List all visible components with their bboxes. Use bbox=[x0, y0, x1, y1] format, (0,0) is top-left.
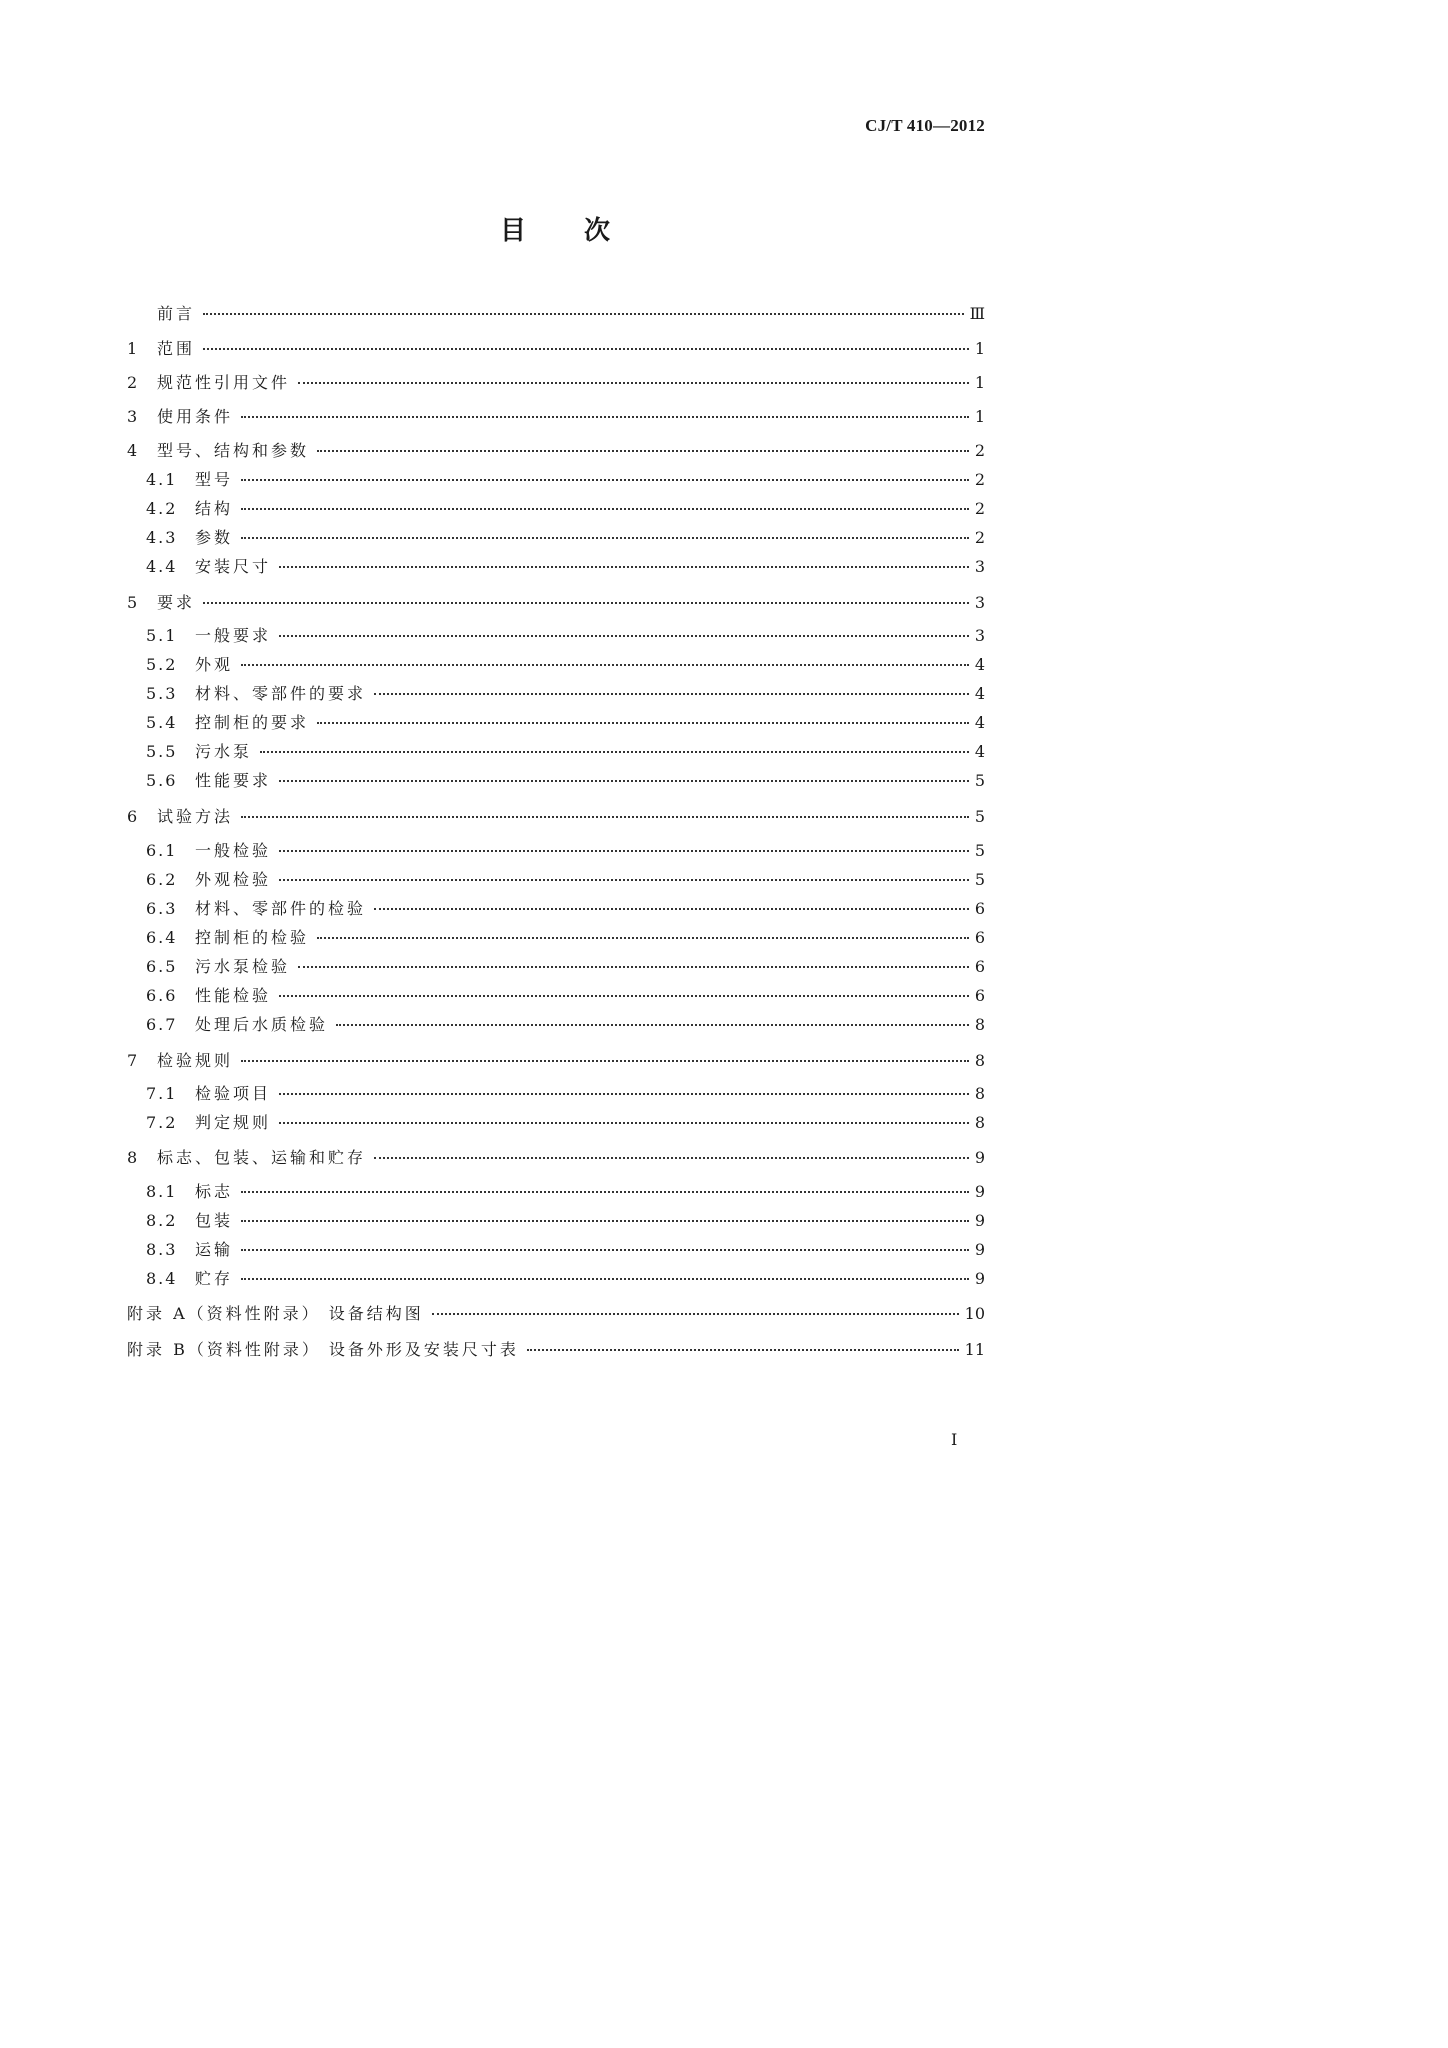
toc-entry-title: 使用条件 bbox=[157, 407, 234, 426]
toc-entry-number: 6.1 bbox=[146, 841, 178, 860]
toc-entry-page: 2 bbox=[974, 528, 985, 547]
toc-entry-title: 检验规则 bbox=[157, 1051, 234, 1070]
dot-leader bbox=[241, 1191, 969, 1193]
toc-entry-page: 10 bbox=[964, 1304, 985, 1323]
toc-entry[interactable] bbox=[127, 927, 985, 949]
toc-entry-title: 外观检验 bbox=[195, 870, 272, 889]
dot-leader bbox=[241, 816, 969, 818]
toc-entry-page: 4 bbox=[974, 655, 985, 674]
toc-entry-page: 2 bbox=[974, 499, 985, 518]
toc-entry-page: 5 bbox=[974, 771, 985, 790]
page-title bbox=[0, 210, 1110, 247]
toc-entry[interactable] bbox=[127, 338, 985, 360]
toc-entry-title: 材料、零部件的要求 bbox=[195, 684, 367, 703]
dot-leader bbox=[241, 664, 969, 666]
toc-entry-number: 6.7 bbox=[146, 1015, 178, 1034]
toc-entry-page: 3 bbox=[974, 557, 985, 576]
toc-entry[interactable] bbox=[127, 1339, 985, 1361]
toc-entry[interactable] bbox=[127, 469, 985, 491]
toc-entry[interactable] bbox=[127, 741, 985, 763]
dot-leader bbox=[260, 751, 969, 753]
toc-entry-title: 处理后水质检验 bbox=[195, 1015, 329, 1034]
toc-entry-page: 6 bbox=[974, 986, 985, 1005]
toc-entry-number: 8.3 bbox=[146, 1240, 178, 1259]
toc-entry-title: 判定规则 bbox=[195, 1113, 272, 1132]
toc-entry[interactable] bbox=[127, 592, 985, 614]
dot-leader bbox=[279, 1122, 969, 1124]
toc-entry[interactable] bbox=[127, 712, 985, 734]
toc-entry-title: 性能检验 bbox=[195, 986, 272, 1005]
toc-entry-number: 4 bbox=[127, 441, 140, 460]
dot-leader bbox=[203, 348, 969, 350]
toc-entry-page: 6 bbox=[974, 957, 985, 976]
toc-entry-number: 6.6 bbox=[146, 986, 178, 1005]
toc-entry-title: 一般要求 bbox=[195, 626, 272, 645]
toc-entry-number: 5.5 bbox=[146, 742, 178, 761]
dot-leader bbox=[527, 1349, 959, 1351]
toc-entry[interactable] bbox=[127, 1147, 985, 1169]
toc-entry-title: 型号、结构和参数 bbox=[157, 441, 310, 460]
toc-entry-number: 6.4 bbox=[146, 928, 178, 947]
toc-entry[interactable] bbox=[127, 1050, 985, 1072]
toc-entry[interactable] bbox=[127, 1239, 985, 1261]
dot-leader bbox=[374, 1157, 969, 1159]
toc-entry[interactable] bbox=[127, 372, 985, 394]
toc-entry[interactable] bbox=[127, 1083, 985, 1105]
toc-entry-number: 5.4 bbox=[146, 713, 178, 732]
toc-entry-title: 一般检验 bbox=[195, 841, 272, 860]
toc-entry[interactable] bbox=[127, 527, 985, 549]
toc-entry-number: 4.1 bbox=[146, 470, 178, 489]
toc-entry-page: 9 bbox=[974, 1182, 985, 1201]
toc-entry-page: 1 bbox=[974, 407, 985, 426]
dot-leader bbox=[241, 1249, 969, 1251]
dot-leader bbox=[298, 966, 969, 968]
toc-entry-title: 附录 B（资料性附录） 设备外形及安装尺寸表 bbox=[127, 1340, 519, 1359]
toc-entry-page: Ⅲ bbox=[969, 304, 985, 323]
toc-entry[interactable] bbox=[127, 1014, 985, 1036]
toc-entry-number: 7 bbox=[127, 1051, 140, 1070]
toc-entry-page: 9 bbox=[974, 1240, 985, 1259]
toc-entry-number: 5.1 bbox=[146, 626, 178, 645]
toc-entry-page: 9 bbox=[974, 1211, 985, 1230]
toc-entry-page: 6 bbox=[974, 899, 985, 918]
toc-entry[interactable] bbox=[127, 654, 985, 676]
page-number: I bbox=[951, 1430, 958, 1449]
toc-entry-title: 材料、零部件的检验 bbox=[195, 899, 367, 918]
dot-leader bbox=[241, 537, 969, 539]
toc-entry[interactable] bbox=[127, 770, 985, 792]
toc-entry-title: 包装 bbox=[195, 1211, 234, 1230]
dot-leader bbox=[241, 416, 969, 418]
toc-entry[interactable] bbox=[127, 556, 985, 578]
toc-entry-number: 8 bbox=[127, 1148, 140, 1167]
toc-entry[interactable] bbox=[127, 1268, 985, 1290]
toc-entry-title: 试验方法 bbox=[157, 807, 234, 826]
dot-leader bbox=[279, 780, 969, 782]
toc-entry-number: 4.3 bbox=[146, 528, 178, 547]
toc-entry-number: 6.3 bbox=[146, 899, 178, 918]
toc-entry-title: 附录 A（资料性附录） 设备结构图 bbox=[127, 1304, 424, 1323]
toc-entry-title: 污水泵检验 bbox=[195, 957, 291, 976]
toc-entry-title: 控制柜的检验 bbox=[195, 928, 310, 947]
toc-entry-page: 6 bbox=[974, 928, 985, 947]
dot-leader bbox=[336, 1024, 969, 1026]
toc-entry-page: 5 bbox=[974, 870, 985, 889]
toc-entry-number: 6.5 bbox=[146, 957, 178, 976]
toc-entry-page: 3 bbox=[974, 593, 985, 612]
toc-entry[interactable] bbox=[127, 869, 985, 891]
toc-entry-number: 4.4 bbox=[146, 557, 178, 576]
toc-entry-number: 8.1 bbox=[146, 1182, 178, 1201]
dot-leader bbox=[241, 508, 969, 510]
toc-entry-title: 范围 bbox=[157, 339, 196, 358]
toc-entry-number: 7.1 bbox=[146, 1084, 178, 1103]
toc-entry-number: 2 bbox=[127, 373, 140, 392]
toc-entry-title: 安装尺寸 bbox=[195, 557, 272, 576]
toc-entry-page: 2 bbox=[974, 470, 985, 489]
toc-entry[interactable] bbox=[127, 956, 985, 978]
dot-leader bbox=[279, 879, 969, 881]
toc-entry[interactable] bbox=[127, 440, 985, 462]
toc-entry-title: 标志 bbox=[195, 1182, 234, 1201]
toc-entry-page: 1 bbox=[974, 339, 985, 358]
toc-entry-page: 11 bbox=[964, 1340, 985, 1359]
dot-leader bbox=[241, 1060, 969, 1062]
dot-leader bbox=[241, 1278, 969, 1280]
toc-entry-title: 要求 bbox=[157, 593, 196, 612]
toc-entry-page: 4 bbox=[974, 684, 985, 703]
toc-entry-title: 前言 bbox=[157, 304, 196, 323]
toc-entry[interactable] bbox=[127, 1303, 985, 1325]
toc-entry-number: 8.2 bbox=[146, 1211, 178, 1230]
toc-entry[interactable] bbox=[127, 1210, 985, 1232]
dot-leader bbox=[279, 635, 969, 637]
toc-entry-page: 5 bbox=[974, 841, 985, 860]
toc-entry-page: 8 bbox=[974, 1051, 985, 1070]
toc-entry-page: 2 bbox=[974, 441, 985, 460]
dot-leader bbox=[317, 722, 969, 724]
dot-leader bbox=[317, 937, 969, 939]
toc-entry[interactable] bbox=[127, 303, 985, 325]
dot-leader bbox=[279, 566, 969, 568]
dot-leader bbox=[241, 1220, 969, 1222]
toc-entry-number: 1 bbox=[127, 339, 140, 358]
toc-entry-title: 贮存 bbox=[195, 1269, 234, 1288]
toc-entry-page: 1 bbox=[974, 373, 985, 392]
toc-entry-number: 5.3 bbox=[146, 684, 178, 703]
dot-leader bbox=[317, 450, 969, 452]
toc-entry-number: 6.2 bbox=[146, 870, 178, 889]
toc-entry[interactable] bbox=[127, 985, 985, 1007]
dot-leader bbox=[241, 479, 969, 481]
standard-code: CJ/T 410—2012 bbox=[865, 116, 985, 135]
toc-entry-page: 9 bbox=[974, 1148, 985, 1167]
dot-leader bbox=[279, 1093, 969, 1095]
dot-leader bbox=[279, 850, 969, 852]
toc-entry-page: 8 bbox=[974, 1084, 985, 1103]
toc-entry-title: 检验项目 bbox=[195, 1084, 272, 1103]
dot-leader bbox=[298, 382, 969, 384]
dot-leader bbox=[279, 995, 969, 997]
toc-entry-number: 6 bbox=[127, 807, 140, 826]
dot-leader bbox=[203, 313, 964, 315]
toc-entry-page: 5 bbox=[974, 807, 985, 826]
dot-leader bbox=[374, 908, 969, 910]
toc-entry-title: 型号 bbox=[195, 470, 234, 489]
toc-entry-page: 9 bbox=[974, 1269, 985, 1288]
dot-leader bbox=[374, 693, 969, 695]
dot-leader bbox=[203, 602, 969, 604]
title-char-2: 次 bbox=[584, 216, 611, 246]
title-char-1: 目 bbox=[499, 216, 526, 246]
toc-entry-number: 8.4 bbox=[146, 1269, 178, 1288]
toc-entry-number: 5 bbox=[127, 593, 140, 612]
toc-entry[interactable] bbox=[127, 498, 985, 520]
toc-entry-title: 污水泵 bbox=[195, 742, 253, 761]
toc-entry-page: 8 bbox=[974, 1015, 985, 1034]
toc-entry-number: 4.2 bbox=[146, 499, 178, 518]
toc-entry-title: 参数 bbox=[195, 528, 234, 547]
dot-leader bbox=[432, 1313, 959, 1315]
toc-entry-title: 性能要求 bbox=[195, 771, 272, 790]
toc-entry-title: 运输 bbox=[195, 1240, 234, 1259]
toc-entry-title: 控制柜的要求 bbox=[195, 713, 310, 732]
toc-entry-title: 规范性引用文件 bbox=[157, 373, 291, 392]
toc-entry-page: 4 bbox=[974, 742, 985, 761]
toc-entry[interactable] bbox=[127, 683, 985, 705]
toc-entry[interactable] bbox=[127, 625, 985, 647]
toc-entry-page: 3 bbox=[974, 626, 985, 645]
toc-entry[interactable] bbox=[127, 406, 985, 428]
toc-entry[interactable] bbox=[127, 806, 985, 828]
toc-entry[interactable] bbox=[127, 898, 985, 920]
toc-entry-title: 结构 bbox=[195, 499, 234, 518]
toc-entry-page: 8 bbox=[974, 1113, 985, 1132]
toc-entry-number: 5.2 bbox=[146, 655, 178, 674]
toc-entry[interactable] bbox=[127, 1112, 985, 1134]
toc-entry-number: 3 bbox=[127, 407, 140, 426]
toc-entry-title: 标志、包装、运输和贮存 bbox=[157, 1148, 367, 1167]
toc-entry-page: 4 bbox=[974, 713, 985, 732]
toc-entry[interactable] bbox=[127, 840, 985, 862]
toc-entry-title: 外观 bbox=[195, 655, 234, 674]
toc-entry-number: 7.2 bbox=[146, 1113, 178, 1132]
toc-entry[interactable] bbox=[127, 1181, 985, 1203]
toc-entry-number: 5.6 bbox=[146, 771, 178, 790]
